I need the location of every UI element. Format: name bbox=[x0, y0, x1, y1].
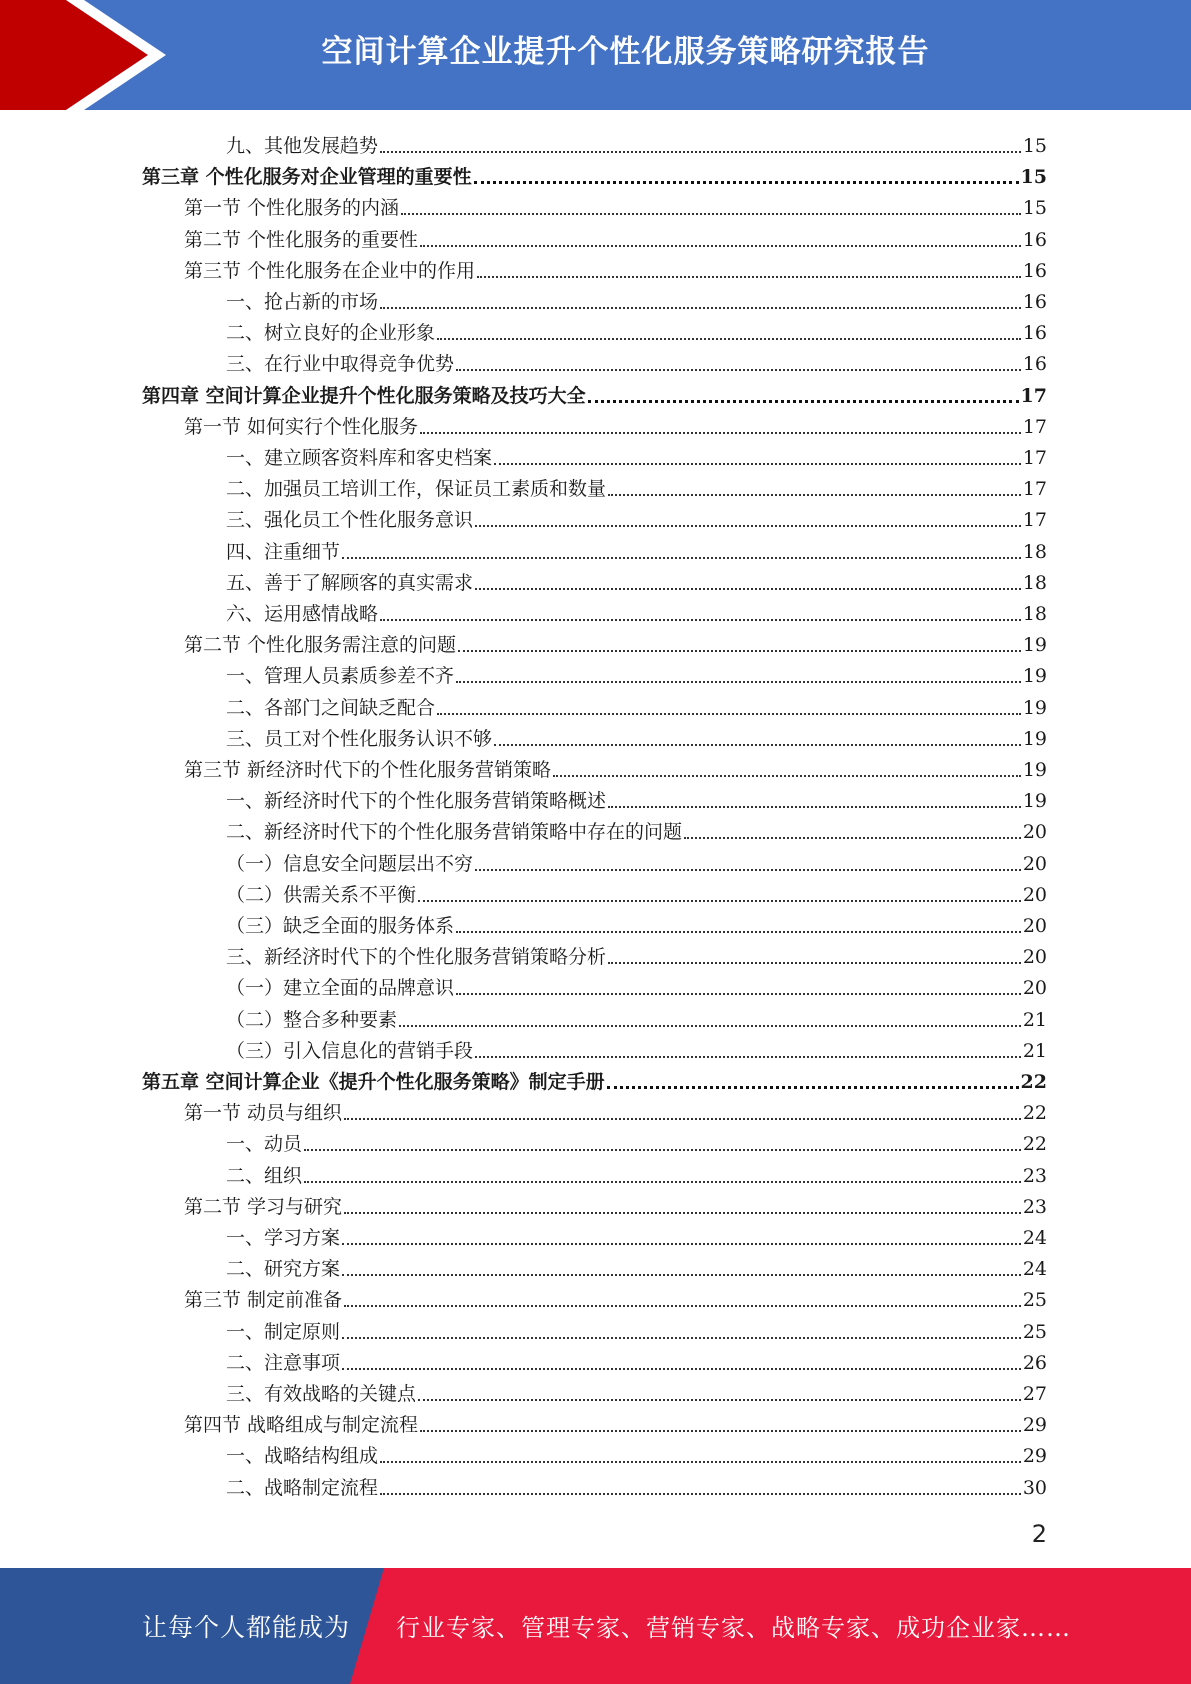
toc-entry[interactable] bbox=[226, 690, 1047, 721]
toc-entry-page: 16 bbox=[1022, 291, 1047, 313]
toc-entry-title: 第二节 学习与研究 bbox=[184, 1195, 343, 1218]
toc-entry-title: 第三节 制定前准备 bbox=[184, 1289, 343, 1312]
toc-entry-title: （二）供需关系不平衡 bbox=[226, 883, 417, 906]
toc-dot-leader bbox=[456, 993, 1021, 995]
toc-entry[interactable] bbox=[184, 1282, 1047, 1313]
toc-dot-leader bbox=[342, 1243, 1021, 1245]
toc-entry[interactable] bbox=[142, 159, 1047, 190]
toc-dot-leader bbox=[342, 1368, 1021, 1370]
toc-entry[interactable] bbox=[226, 1002, 1047, 1033]
toc-entry[interactable] bbox=[226, 877, 1047, 908]
toc-dot-leader bbox=[456, 681, 1021, 683]
toc-entry-page: 29 bbox=[1022, 1414, 1047, 1437]
toc-dot-leader bbox=[608, 806, 1021, 808]
toc-entry[interactable] bbox=[184, 409, 1047, 440]
toc-entry[interactable] bbox=[226, 1314, 1047, 1345]
toc-entry-page: 19 bbox=[1022, 634, 1047, 657]
toc-entry-title: 二、新经济时代下的个性化服务营销策略中存在的问题 bbox=[226, 821, 683, 844]
toc-dot-leader bbox=[456, 931, 1021, 933]
toc-entry-page: 16 bbox=[1022, 259, 1047, 282]
document-title: 空间计算企业提升个性化服务策略研究报告 bbox=[321, 34, 930, 70]
toc-entry-page: 23 bbox=[1022, 1164, 1047, 1187]
toc-entry[interactable] bbox=[226, 1376, 1047, 1407]
toc-entry-title: 第三节 新经济时代下的个性化服务营销策略 bbox=[184, 759, 552, 781]
toc-dot-leader bbox=[475, 588, 1021, 590]
footer-banner bbox=[0, 1568, 1191, 1684]
toc-entry-page: 17 bbox=[1020, 384, 1047, 407]
toc-dot-leader bbox=[399, 1025, 1021, 1027]
toc-entry-page: 29 bbox=[1022, 1445, 1047, 1468]
toc-dot-leader bbox=[380, 619, 1021, 621]
toc-entry-title: 二、注意事项 bbox=[226, 1351, 341, 1374]
toc-dot-leader bbox=[418, 1399, 1021, 1401]
toc-entry[interactable] bbox=[184, 222, 1047, 253]
toc-dot-leader bbox=[420, 432, 1021, 434]
toc-entry-title: 第五章 空间计算企业《提升个性化服务策略》制定手册 bbox=[142, 1071, 605, 1093]
toc-entry[interactable] bbox=[226, 1158, 1047, 1189]
toc-entry-page: 17 bbox=[1022, 509, 1047, 532]
toc-entry-page: 16 bbox=[1022, 322, 1047, 345]
toc-entry-title: 二、战略制定流程 bbox=[226, 1476, 379, 1499]
toc-dot-leader bbox=[304, 1181, 1021, 1183]
toc-entry-page: 16 bbox=[1022, 353, 1047, 376]
toc-entry[interactable] bbox=[226, 783, 1047, 814]
toc-dot-leader bbox=[380, 1493, 1021, 1495]
toc-entry[interactable] bbox=[226, 596, 1047, 627]
toc-dot-leader bbox=[304, 1149, 1021, 1151]
toc-entry-page: 17 bbox=[1022, 415, 1047, 438]
toc-entry[interactable] bbox=[226, 846, 1047, 877]
toc-dot-leader bbox=[437, 338, 1021, 340]
toc-entry-title: 一、战略结构组成 bbox=[226, 1445, 379, 1468]
toc-entry[interactable] bbox=[226, 1345, 1047, 1376]
toc-entry-page: 20 bbox=[1022, 915, 1047, 937]
toc-entry-page: 19 bbox=[1022, 727, 1047, 750]
toc-dot-leader bbox=[608, 494, 1021, 496]
toc-dot-leader bbox=[437, 713, 1021, 715]
toc-entry-title: （一）建立全面的品牌意识 bbox=[226, 977, 455, 1000]
toc-dot-leader bbox=[494, 744, 1021, 746]
toc-entry-title: （三）缺乏全面的服务体系 bbox=[226, 915, 455, 937]
toc-dot-leader bbox=[456, 369, 1021, 371]
toc-entry-title: 一、建立顾客资料库和客史档案 bbox=[226, 447, 493, 469]
toc-entry-title: 三、员工对个性化服务认识不够 bbox=[226, 727, 493, 750]
footer-slogan-right: 行业专家、管理专家、营销专家、战略专家、成功企业家…… bbox=[396, 1614, 1071, 1642]
toc-entry-page: 19 bbox=[1022, 790, 1047, 813]
toc-dot-leader bbox=[420, 245, 1021, 247]
toc-entry-title: 一、学习方案 bbox=[226, 1227, 341, 1249]
header-banner bbox=[0, 0, 1191, 110]
toc-entry[interactable] bbox=[226, 1438, 1047, 1469]
toc-entry[interactable] bbox=[184, 253, 1047, 284]
toc-entry-page: 24 bbox=[1022, 1258, 1047, 1281]
toc-entry-page: 20 bbox=[1022, 883, 1047, 906]
toc-entry[interactable] bbox=[226, 502, 1047, 533]
toc-entry[interactable] bbox=[226, 721, 1047, 752]
toc-entry-page: 20 bbox=[1022, 946, 1047, 969]
toc-entry-page: 22 bbox=[1022, 1102, 1047, 1125]
toc-entry-page: 25 bbox=[1022, 1289, 1047, 1312]
toc-entry-title: 九、其他发展趋势 bbox=[226, 135, 379, 157]
toc-entry[interactable] bbox=[184, 190, 1047, 221]
toc-entry[interactable] bbox=[226, 346, 1047, 377]
toc-entry-title: 一、管理人员素质参差不齐 bbox=[226, 665, 455, 688]
toc-entry-page: 18 bbox=[1022, 571, 1047, 594]
toc-entry-page: 19 bbox=[1022, 696, 1047, 719]
toc-entry[interactable] bbox=[226, 1251, 1047, 1282]
toc-dot-leader bbox=[342, 1337, 1021, 1339]
toc-entry-title: 二、组织 bbox=[226, 1164, 303, 1187]
toc-entry-title: 三、有效战略的关键点 bbox=[226, 1383, 417, 1405]
page-number: 2 bbox=[1031, 1520, 1047, 1548]
toc-dot-leader bbox=[344, 1212, 1021, 1214]
toc-entry-title: 第三章 个性化服务对企业管理的重要性 bbox=[142, 166, 472, 189]
toc-dot-leader bbox=[401, 213, 1021, 215]
toc-entry[interactable] bbox=[226, 939, 1047, 970]
toc-entry-page: 17 bbox=[1022, 447, 1047, 469]
toc-entry-page: 15 bbox=[1020, 166, 1047, 189]
toc-entry-page: 25 bbox=[1022, 1320, 1047, 1343]
toc-entry-title: （三）引入信息化的营销手段 bbox=[226, 1039, 474, 1062]
toc-dot-leader bbox=[607, 1086, 1019, 1089]
toc-entry[interactable] bbox=[226, 1033, 1047, 1064]
toc-entry-title: 第四章 空间计算企业提升个性化服务策略及技巧大全 bbox=[142, 384, 586, 407]
toc-entry-page: 19 bbox=[1022, 759, 1047, 781]
toc-entry-title: 三、新经济时代下的个性化服务营销策略分析 bbox=[226, 946, 607, 969]
toc-entry-page: 21 bbox=[1022, 1039, 1047, 1062]
toc-entry-title: 一、新经济时代下的个性化服务营销策略概述 bbox=[226, 790, 607, 813]
toc-dot-leader bbox=[608, 962, 1021, 964]
toc-entry-title: 二、各部门之间缺乏配合 bbox=[226, 696, 436, 719]
toc-dot-leader bbox=[475, 869, 1021, 871]
toc-entry-title: 三、强化员工个性化服务意识 bbox=[226, 509, 474, 532]
toc-entry-page: 26 bbox=[1022, 1351, 1047, 1374]
toc-dot-leader bbox=[342, 557, 1021, 559]
toc-entry-page: 20 bbox=[1022, 977, 1047, 1000]
toc-entry-title: 第二节 个性化服务的重要性 bbox=[184, 228, 419, 251]
toc-entry-page: 24 bbox=[1022, 1227, 1047, 1249]
toc-dot-leader bbox=[553, 775, 1021, 777]
toc-entry[interactable] bbox=[226, 970, 1047, 1001]
toc-dot-leader bbox=[474, 181, 1019, 184]
toc-entry[interactable] bbox=[226, 565, 1047, 596]
toc-entry-title: 二、树立良好的企业形象 bbox=[226, 322, 436, 345]
toc-entry-page: 23 bbox=[1022, 1195, 1047, 1218]
toc-entry-title: （二）整合多种要素 bbox=[226, 1008, 398, 1031]
toc-dot-leader bbox=[380, 1461, 1021, 1463]
toc-dot-leader bbox=[380, 151, 1021, 153]
toc-entry-title: 第三节 个性化服务在企业中的作用 bbox=[184, 259, 476, 282]
toc-entry-page: 22 bbox=[1020, 1071, 1047, 1093]
toc-dot-leader bbox=[477, 276, 1021, 278]
toc-entry-page: 21 bbox=[1022, 1008, 1047, 1031]
toc-entry-page: 18 bbox=[1022, 603, 1047, 625]
toc-entry-title: 五、善于了解顾客的真实需求 bbox=[226, 571, 474, 594]
toc-dot-leader bbox=[344, 1118, 1021, 1120]
toc-entry[interactable] bbox=[226, 908, 1047, 939]
toc-entry-page: 19 bbox=[1022, 665, 1047, 688]
toc-entry-page: 18 bbox=[1022, 540, 1047, 563]
toc-entry-title: 四、注重细节 bbox=[226, 540, 341, 563]
toc-entry[interactable] bbox=[226, 1470, 1047, 1501]
toc-entry-page: 16 bbox=[1022, 228, 1047, 251]
toc-entry[interactable] bbox=[226, 814, 1047, 845]
toc-entry-title: （一）信息安全问题层出不穷 bbox=[226, 852, 474, 875]
toc-entry-page: 17 bbox=[1022, 478, 1047, 501]
toc-entry-page: 30 bbox=[1022, 1476, 1047, 1499]
toc-entry[interactable] bbox=[226, 128, 1047, 159]
toc-entry-title: 第一节 动员与组织 bbox=[184, 1102, 343, 1125]
toc-entry[interactable] bbox=[226, 315, 1047, 346]
toc-entry-title: 第一节 如何实行个性化服务 bbox=[184, 415, 419, 438]
toc-entry-page: 15 bbox=[1022, 197, 1047, 220]
toc-dot-leader bbox=[684, 837, 1021, 839]
toc-entry-page: 22 bbox=[1022, 1133, 1047, 1156]
toc-entry[interactable] bbox=[184, 627, 1047, 658]
toc-entry[interactable] bbox=[226, 284, 1047, 315]
toc-entry-title: 一、制定原则 bbox=[226, 1320, 341, 1343]
toc-entry[interactable] bbox=[184, 752, 1047, 783]
toc-dot-leader bbox=[344, 1305, 1021, 1307]
toc-entry-title: 二、加强员工培训工作，保证员工素质和数量 bbox=[226, 478, 607, 501]
toc-entry-title: 三、在行业中取得竞争优势 bbox=[226, 353, 455, 376]
toc-entry-title: 一、动员 bbox=[226, 1133, 303, 1156]
toc-dot-leader bbox=[494, 463, 1021, 465]
toc-entry-title: 二、研究方案 bbox=[226, 1258, 341, 1281]
toc-entry-page: 15 bbox=[1022, 135, 1047, 157]
toc-entry-title: 第二节 个性化服务需注意的问题 bbox=[184, 634, 457, 657]
toc-dot-leader bbox=[458, 650, 1021, 652]
toc-dot-leader bbox=[420, 1430, 1021, 1432]
toc-dot-leader bbox=[588, 400, 1019, 403]
toc-entry[interactable] bbox=[142, 1064, 1047, 1095]
toc-entry[interactable] bbox=[184, 1189, 1047, 1220]
toc-entry[interactable] bbox=[184, 1407, 1047, 1438]
toc-entry-title: 一、抢占新的市场 bbox=[226, 291, 379, 313]
toc-entry-page: 20 bbox=[1022, 852, 1047, 875]
toc-entry-title: 第四节 战略组成与制定流程 bbox=[184, 1414, 419, 1437]
toc-entry[interactable] bbox=[142, 378, 1047, 409]
toc-entry[interactable] bbox=[184, 1095, 1047, 1126]
toc-dot-leader bbox=[380, 307, 1021, 309]
toc-entry-page: 27 bbox=[1022, 1383, 1047, 1405]
toc-entry-title: 六、运用感情战略 bbox=[226, 603, 379, 625]
toc-entry-page: 20 bbox=[1022, 821, 1047, 844]
toc-entry-title: 第一节 个性化服务的内涵 bbox=[184, 197, 400, 220]
toc-dot-leader bbox=[418, 900, 1021, 902]
toc-entry[interactable] bbox=[226, 534, 1047, 565]
toc-dot-leader bbox=[475, 525, 1021, 527]
toc-entry[interactable] bbox=[226, 1220, 1047, 1251]
toc-dot-leader bbox=[475, 1056, 1021, 1058]
toc-entry[interactable] bbox=[226, 471, 1047, 502]
toc-dot-leader bbox=[342, 1274, 1021, 1276]
toc-entry[interactable] bbox=[226, 1126, 1047, 1157]
footer-slogan-left: 让每个人都能成为 bbox=[142, 1613, 351, 1642]
toc-entry[interactable] bbox=[226, 440, 1047, 471]
toc-entry[interactable] bbox=[226, 658, 1047, 689]
